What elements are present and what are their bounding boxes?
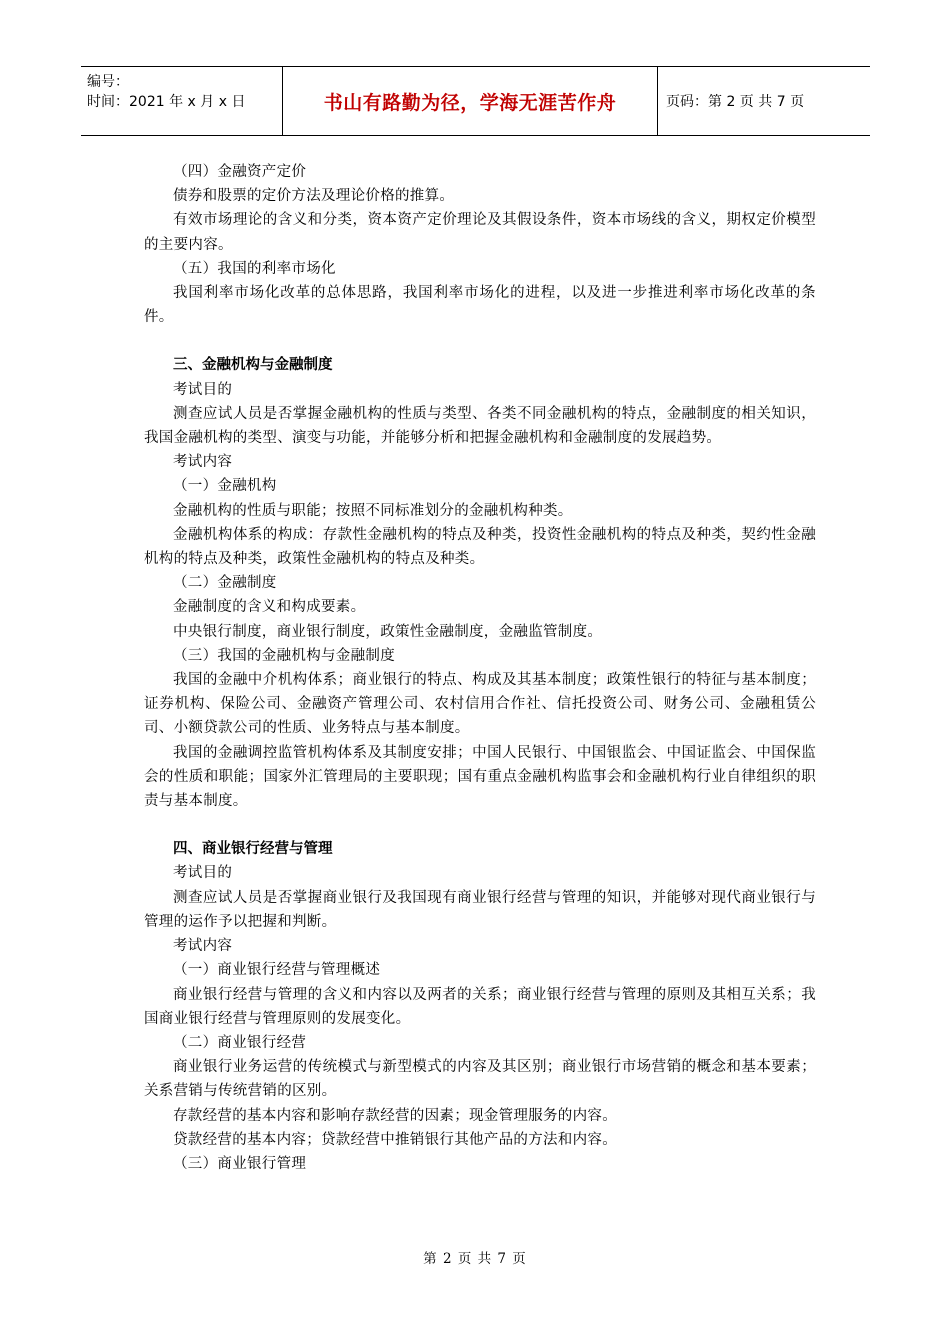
paragraph: 我国利率市场化改革的总体思路，我国利率市场化的进程，以及进一步推进利率市场化改革的条件。 bbox=[144, 285, 816, 326]
document-date: 时间：2021 年 x 月 x 日 bbox=[87, 94, 246, 110]
section-subheading: （二）商业银行经营 bbox=[173, 1034, 307, 1051]
paragraph: 考试目的 bbox=[173, 381, 233, 398]
paragraph: 我国的金融中介机构体系；商业银行的特点、构成及其基本制度；政策性银行的特征与基本制度；证券机构、保险公司、金融资产管理公司、农村信用合作社、信托投资公司、财务公司、金融租赁公司、小额贷款公司的性质、业务特点与基本制度。 bbox=[144, 672, 816, 737]
paragraph: 考试内容 bbox=[173, 454, 233, 471]
paragraph: 测查应试人员是否掌握金融机构的性质与类型、各类不同金融机构的特点，金融制度的相关知识，我国金融机构的类型、演变与功能，并能够分析和把握金融机构和金融制度的发展趋势。 bbox=[144, 405, 816, 447]
section-subheading: （一）金融机构 bbox=[173, 478, 277, 495]
paragraph: 考试目的 bbox=[173, 865, 233, 882]
paragraph: 商业银行业务运营的传统模式与新型模式的内容及其区别；商业银行市场营销的概念和基本要素；关系营销与传统营销的区别。 bbox=[144, 1059, 816, 1100]
header-motto: 书山有路勤为径，学海无涯苦作舟 bbox=[283, 67, 658, 135]
paragraph: 贷款经营的基本内容；贷款经营中推销银行其他产品的方法和内容。 bbox=[173, 1131, 617, 1148]
paragraph: 测查应试人员是否掌握商业银行及我国现有商业银行经营与管理的知识，并能够对现代商业银行与管理的运作予以把握和判断。 bbox=[144, 889, 816, 930]
header-page-info: 页码：第 2 页 共 7 页 bbox=[666, 94, 805, 110]
paragraph: 存款经营的基本内容和影响存款经营的因素；现金管理服务的内容。 bbox=[173, 1107, 617, 1124]
section-subheading: （三）商业银行管理 bbox=[173, 1155, 307, 1172]
paragraph: 中央银行制度，商业银行制度，政策性金融制度，金融监管制度。 bbox=[173, 623, 603, 640]
paragraph: 有效市场理论的含义和分类，资本资产定价理论及其假设条件，资本市场线的含义，期权定价模型的主要内容。 bbox=[144, 212, 816, 253]
section-heading-4: 四、商业银行经营与管理 bbox=[173, 841, 333, 858]
section-subheading: （四）金融资产定价 bbox=[173, 164, 307, 180]
section-subheading: （二）金融制度 bbox=[173, 575, 277, 592]
section-subheading: （三）我国的金融机构与金融制度 bbox=[173, 647, 395, 664]
paragraph: 我国的金融调控监管机构体系及其制度安排；中国人民银行、中国银监会、中国证监会、中国保监会的性质和职能；国家外汇管理局的主要职现；国有重点金融机构监事会和金融机构行业自律组织的职责与基本制度。 bbox=[144, 744, 816, 810]
paragraph: 金融机构体系的构成：存款性金融机构的特点及种类，投资性金融机构的特点及种类，契约性金融机构的特点及种类，政策性金融机构的特点及种类。 bbox=[144, 526, 816, 568]
paragraph: 债券和股票的定价方法及理论价格的推算。 bbox=[173, 188, 455, 205]
section-subheading: （一）商业银行经营与管理概述 bbox=[173, 962, 381, 979]
paragraph: 金融机构的性质与职能；按照不同标准划分的金融机构种类。 bbox=[173, 502, 573, 519]
section-heading-3: 三、金融机构与金融制度 bbox=[173, 357, 333, 374]
section-subheading: （五）我国的利率市场化 bbox=[173, 260, 336, 277]
paragraph: 商业银行经营与管理的含义和内容以及两者的关系；商业银行经营与管理的原则及其相互关系；我国商业银行经营与管理原则的发展变化。 bbox=[144, 986, 816, 1027]
document-number-label: 编号： bbox=[87, 74, 129, 90]
page-header bbox=[81, 66, 870, 136]
document-body bbox=[144, 160, 816, 1176]
paragraph: 金融制度的含义和构成要素。 bbox=[173, 599, 366, 616]
paragraph: 考试内容 bbox=[173, 938, 233, 955]
header-meta bbox=[81, 67, 283, 135]
page-footer: 第 2 页 共 7 页 bbox=[423, 1251, 527, 1267]
